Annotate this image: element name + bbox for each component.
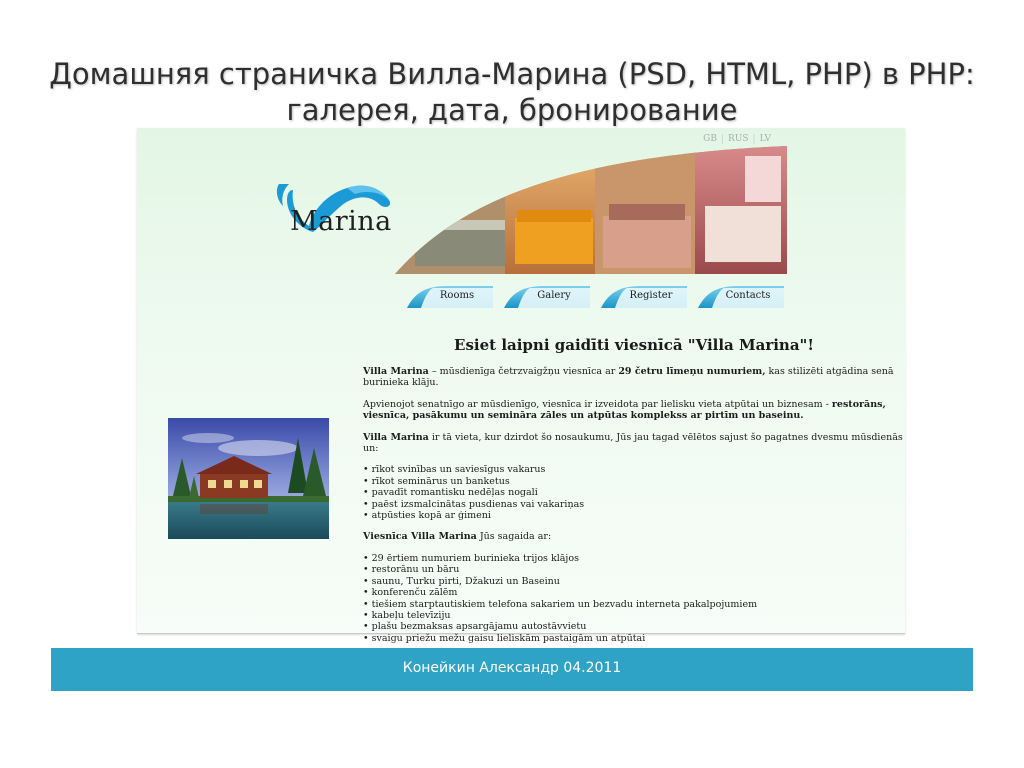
nav-contacts-label: Contacts <box>725 290 771 301</box>
nav-contacts[interactable] <box>698 284 784 308</box>
concept-paragraph: Apvienojot senatnīgo ar mūsdienīgo, viesnīca ir izveidota par lielisku vieta atpūtai un biznesam - restorāns, viesnīca, pasākumu un semināra zāles un atpūtas komplekss ar pirtīm un baseinu. <box>363 398 886 422</box>
hotel-rooms-banner <box>395 146 787 274</box>
nav-register-label: Register <box>629 290 673 301</box>
list-item: • rīkot svinības un saviesīgus vakarus <box>363 464 905 475</box>
list-item: • pavadīt romantisku nedēļas nogali <box>363 487 905 498</box>
nav-rooms-label: Rooms <box>439 290 475 301</box>
list-item: • svaigu priežu mežu gaisu lieliskām pastaigām un atpūtai <box>363 633 905 644</box>
amenities-list <box>363 553 905 644</box>
lang-lv[interactable]: LV <box>759 134 771 144</box>
nav-register[interactable] <box>601 284 687 308</box>
activities-list <box>363 464 905 521</box>
list-item: • kabeļu televīziju <box>363 610 905 621</box>
list-item: • konferenču zālēm <box>363 587 905 598</box>
list-item: • rīkot seminārus un banketus <box>363 476 905 487</box>
logo-text: Marina <box>290 206 392 237</box>
list-item: • restorānu un bāru <box>363 564 905 575</box>
nav-rooms[interactable] <box>407 284 493 308</box>
intro-paragraph: Villa Marina – mūsdienīga četrzvaigžņu viesnīca ar 29 četru līmeņu numuriem, kas stilizēti atgādina senā burinieka klāju. <box>363 366 894 389</box>
main-content <box>363 366 905 654</box>
list-item: • 29 ērtiem numuriem burinieka trijos klājos <box>363 553 905 564</box>
welcome-heading: Esiet laipni gaidīti viesnīcā "Villa Marina"! <box>454 336 814 354</box>
main-navigation <box>407 284 799 310</box>
place-paragraph: Villa Marina ir tā vieta, kur dzirdot šo nosaukumu, Jūs jau tagad vēlētos sajust šo pagatnes dvesmu mūsdienās un: <box>363 431 903 455</box>
offer-paragraph: Viesnīca Villa Marina Jūs sagaida ar: <box>363 531 552 543</box>
website-screenshot <box>137 128 905 644</box>
footer-bar <box>51 648 973 691</box>
lang-gb[interactable]: GB <box>703 134 717 144</box>
nav-galery-label: Galery <box>537 290 571 301</box>
list-item: • paēst izsmalcinātas pusdienas vai vakariņas <box>363 499 905 510</box>
list-item: • tiešiem starptautiskiem telefona sakariem un bezvadu interneta pakalpojumiem <box>363 599 905 610</box>
footer-author-date: Конейкин Александр 04.2011 <box>402 660 622 676</box>
nav-galery[interactable] <box>504 284 590 308</box>
list-item: • atpūsties kopā ar ģimeni <box>363 510 905 521</box>
lang-rus[interactable]: RUS <box>728 134 749 144</box>
language-switcher: GB | RUS | LV <box>703 134 771 144</box>
list-item: • saunu, Turku pirti, Džakuzi un Baseinu <box>363 576 905 587</box>
slide-title <box>40 56 984 128</box>
slide-title-line-2: галерея, дата, бронирование <box>286 93 738 127</box>
list-item: • plašu bezmaksas apsargājamu autostāvvietu <box>363 621 905 632</box>
slide-title-line-1: Домашняя страничка Вилла-Марина (PSD, HTML, PHP) в PHP: <box>49 57 975 91</box>
villa-house-photo <box>168 418 329 539</box>
